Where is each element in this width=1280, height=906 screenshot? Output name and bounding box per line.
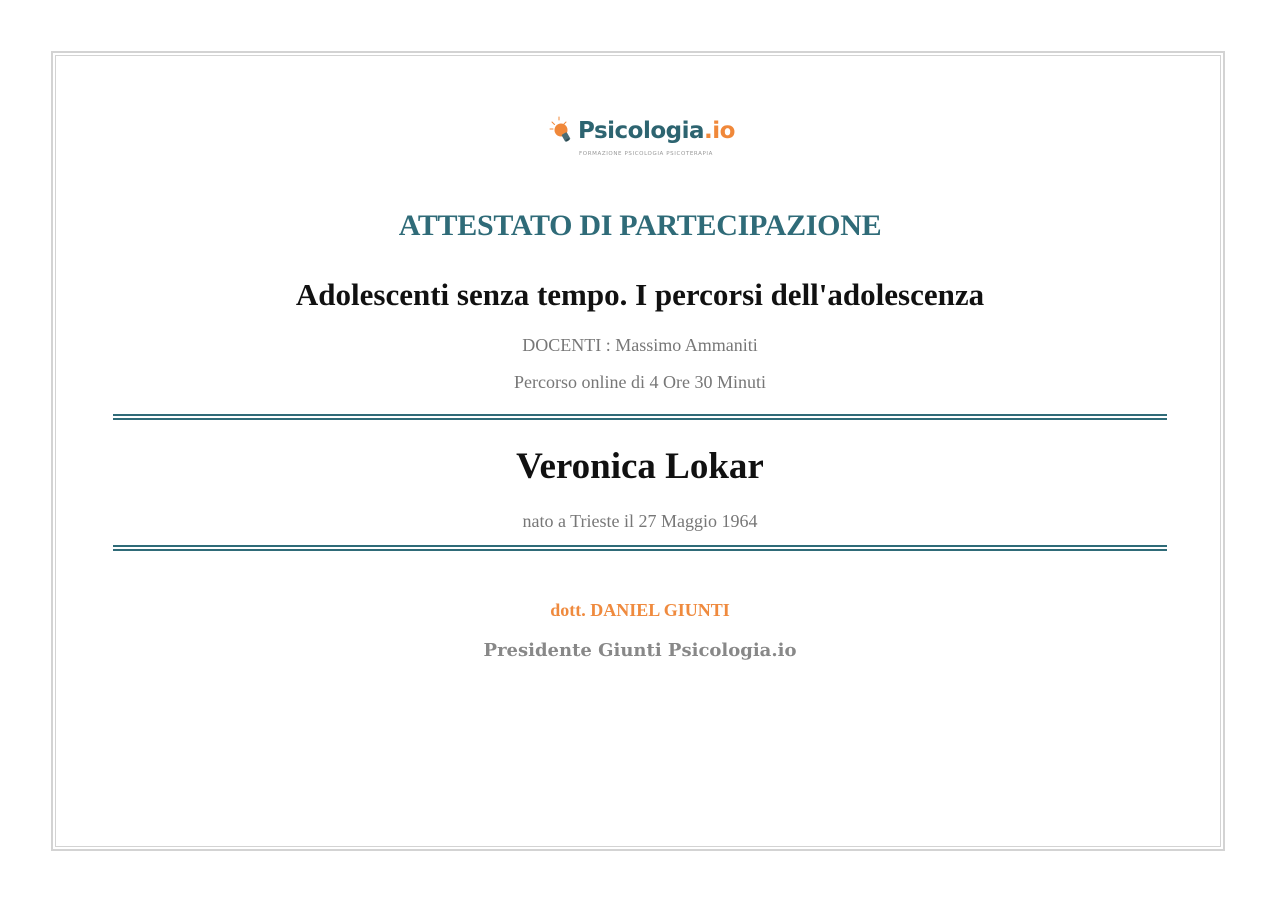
course-duration: Percorso online di 4 Ore 30 Minuti	[514, 372, 766, 392]
course-title: Adolescenti senza tempo. I percorsi dell'adolescenza	[295, 277, 985, 312]
divider-bottom	[113, 545, 1167, 551]
psicologia-logo	[548, 114, 738, 162]
course-teachers: DOCENTI : Massimo Ammaniti	[522, 335, 758, 355]
certificate-title: ATTESTATO DI PARTECIPAZIONE	[398, 209, 882, 242]
signer-name: dott. DANIEL GIUNTI	[550, 600, 730, 620]
recipient-name: Veronica Lokar	[516, 446, 764, 487]
logo-tagline: FORMAZIONE PSICOLOGIA PSICOTERAPIA	[579, 151, 713, 157]
recipient-birth-info: nato a Trieste il 27 Maggio 1964	[522, 511, 758, 531]
logo-wordmark-suffix: .io	[704, 118, 735, 144]
logo-wordmark-main: Psicologia	[578, 118, 705, 144]
lightbulb-icon	[548, 116, 578, 148]
logo-wordmark	[578, 116, 735, 146]
divider-top	[113, 414, 1167, 420]
signer-role: Presidente Giunti Psicologia.io	[483, 640, 797, 661]
